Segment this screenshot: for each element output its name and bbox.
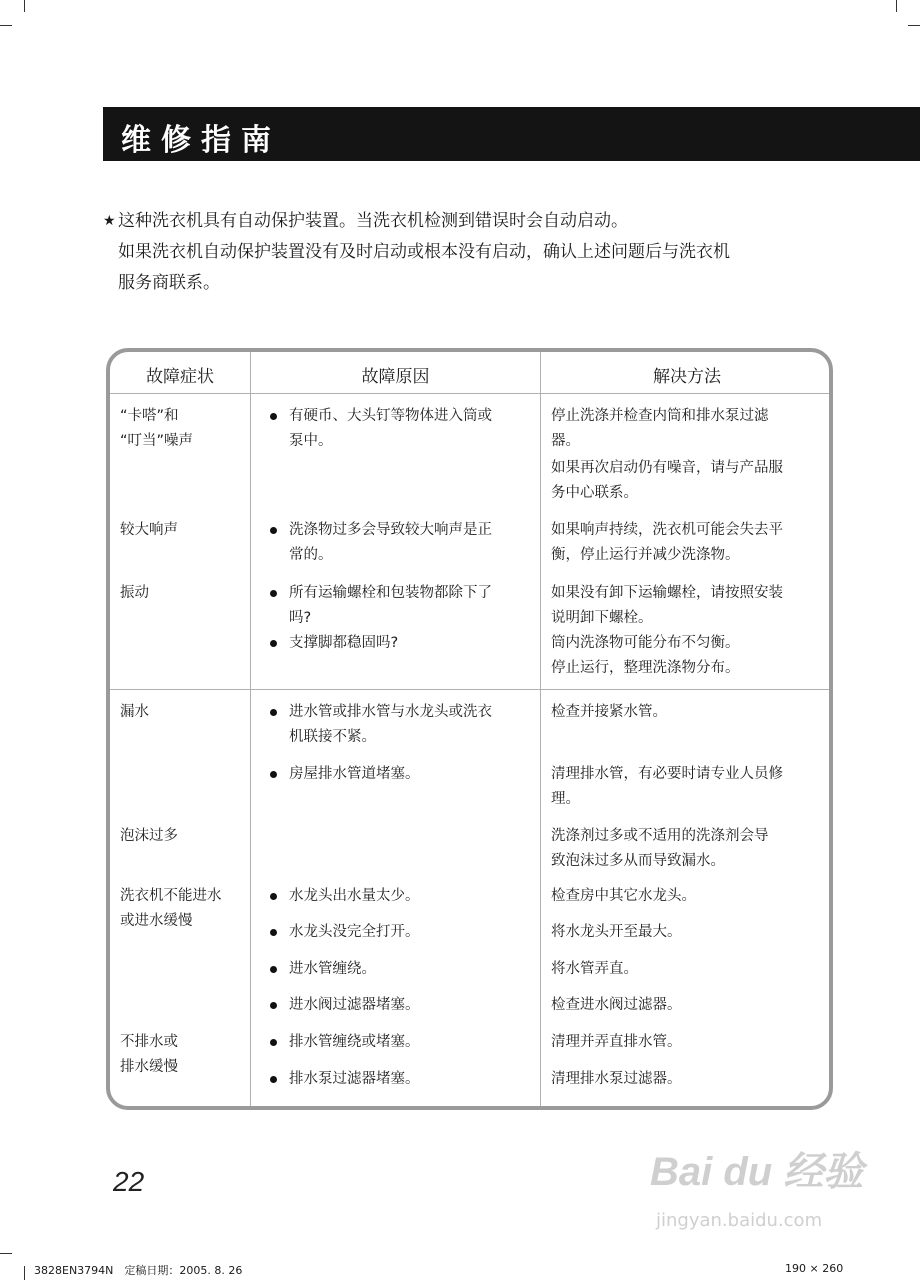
- cause-item: 所有运输螺栓和包装物都除下了 吗?: [289, 581, 492, 631]
- cause-item: 水龙头出水量太少。: [289, 884, 420, 909]
- solution-cell: 清理排水泵过滤器。: [551, 1071, 682, 1087]
- symptom-cell: 振动: [120, 585, 149, 601]
- crop-mark: [908, 25, 920, 26]
- header-solution: 解决方法: [653, 367, 721, 387]
- bullet-icon: [270, 640, 277, 647]
- watermark: [650, 1140, 864, 1231]
- solution-cell: 检查进水阀过滤器。: [551, 997, 682, 1013]
- page-number: 22: [113, 1166, 145, 1197]
- bullet-icon: [270, 893, 277, 900]
- cause-item: 水龙头没完全打开。: [289, 920, 420, 945]
- solution-cell: 清理并弄直排水管。: [551, 1034, 682, 1050]
- header-symptom: 故障症状: [146, 367, 214, 387]
- intro-line: 这种洗衣机具有自动保护装置。当洗衣机检测到错误时会自动启动。: [118, 211, 628, 231]
- intro-line: 如果洗衣机自动保护装置没有及时启动或根本没有启动，确认上述问题后与洗衣机: [118, 242, 730, 262]
- crop-mark: [24, 1266, 25, 1280]
- column-divider: [540, 352, 541, 1106]
- solution-cell: 检查房中其它水龙头。: [551, 888, 696, 904]
- cause-item: 支撑脚都稳固吗?: [289, 631, 398, 656]
- symptom-cell: 洗衣机不能进水 或进水缓慢: [120, 888, 222, 929]
- symptom-cell: “卡嗒”和 “叮当”噪声: [120, 408, 194, 449]
- solution-cell: 如果再次启动仍有噪音，请与产品服 务中心联系。: [551, 460, 783, 501]
- solution-cell: 如果没有卸下运输螺栓，请按照安装 说明卸下螺栓。: [551, 585, 783, 626]
- solution-cell: 将水龙头开至最大。: [551, 924, 682, 940]
- bullet-icon: [270, 966, 277, 973]
- solution-cell: 洗涤剂过多或不适用的洗涤剂会导 致泡沫过多从而导致漏水。: [551, 828, 769, 869]
- solution-cell: 停止洗涤并检查内筒和排水泵过滤 器。: [551, 408, 769, 449]
- bullet-icon: [270, 929, 277, 936]
- bullet-icon: [270, 1039, 277, 1046]
- cause-item: 房屋排水管道堵塞。: [289, 762, 420, 787]
- crop-mark: [0, 25, 12, 26]
- symptom-cell: 较大响声: [120, 522, 178, 538]
- solution-cell: 检查并接紧水管。: [551, 704, 667, 720]
- row-divider: [110, 393, 829, 394]
- symptom-cell: 不排水或 排水缓慢: [120, 1034, 178, 1075]
- bullet-icon: [270, 1002, 277, 1009]
- crop-mark: [896, 0, 897, 12]
- cause-item: 进水管缠绕。: [289, 957, 376, 982]
- bullet-icon: [270, 709, 277, 716]
- symptom-cell: 泡沫过多: [120, 828, 178, 844]
- troubleshooting-table: [106, 348, 833, 1110]
- cause-item: 进水阀过滤器堵塞。: [289, 993, 420, 1018]
- bullet-icon: [270, 527, 277, 534]
- page-title: 维修指南: [121, 123, 281, 158]
- row-divider: [110, 689, 829, 690]
- cause-item: 洗涤物过多会导致较大响声是正 常的。: [289, 518, 492, 568]
- symptom-cell: 漏水: [120, 704, 149, 720]
- bullet-icon: [270, 413, 277, 420]
- header-cause: 故障原因: [361, 367, 430, 387]
- bullet-icon: [270, 590, 277, 597]
- footer-code: 3828EN3794N 定稿日期：2005. 8. 26: [34, 1264, 243, 1277]
- solution-cell: 如果响声持续，洗衣机可能会失去平 衡，停止运行并减少洗涤物。: [551, 522, 783, 563]
- solution-cell: 清理排水管，有必要时请专业人员修 理。: [551, 766, 783, 807]
- cause-item: 进水管或排水管与水龙头或洗衣 机联接不紧。: [289, 700, 492, 750]
- watermark-logo: Bai du 经验: [650, 1150, 864, 1194]
- solution-cell: 停止运行，整理洗涤物分布。: [551, 660, 740, 676]
- intro-text: [103, 206, 730, 299]
- solution-cell: 筒内洗涤物可能分布不匀衡。: [551, 635, 740, 651]
- cause-item: 排水管缠绕或堵塞。: [289, 1030, 420, 1055]
- star-icon: ★: [103, 213, 116, 229]
- cause-item: 排水泵过滤器堵塞。: [289, 1067, 420, 1092]
- crop-mark: [0, 1253, 12, 1254]
- bullet-icon: [270, 771, 277, 778]
- crop-mark: [24, 0, 25, 12]
- watermark-url: jingyan.baidu.com: [656, 1210, 823, 1231]
- bullet-icon: [270, 1076, 277, 1083]
- cause-item: 有硬币、大头钉等物体进入筒或 泵中。: [289, 404, 492, 454]
- title-bar: [103, 107, 920, 161]
- solution-cell: 将水管弄直。: [551, 961, 638, 977]
- intro-line: 服务商联系。: [118, 273, 220, 293]
- column-divider: [250, 352, 251, 1106]
- footer-size: 190 × 260: [785, 1262, 844, 1275]
